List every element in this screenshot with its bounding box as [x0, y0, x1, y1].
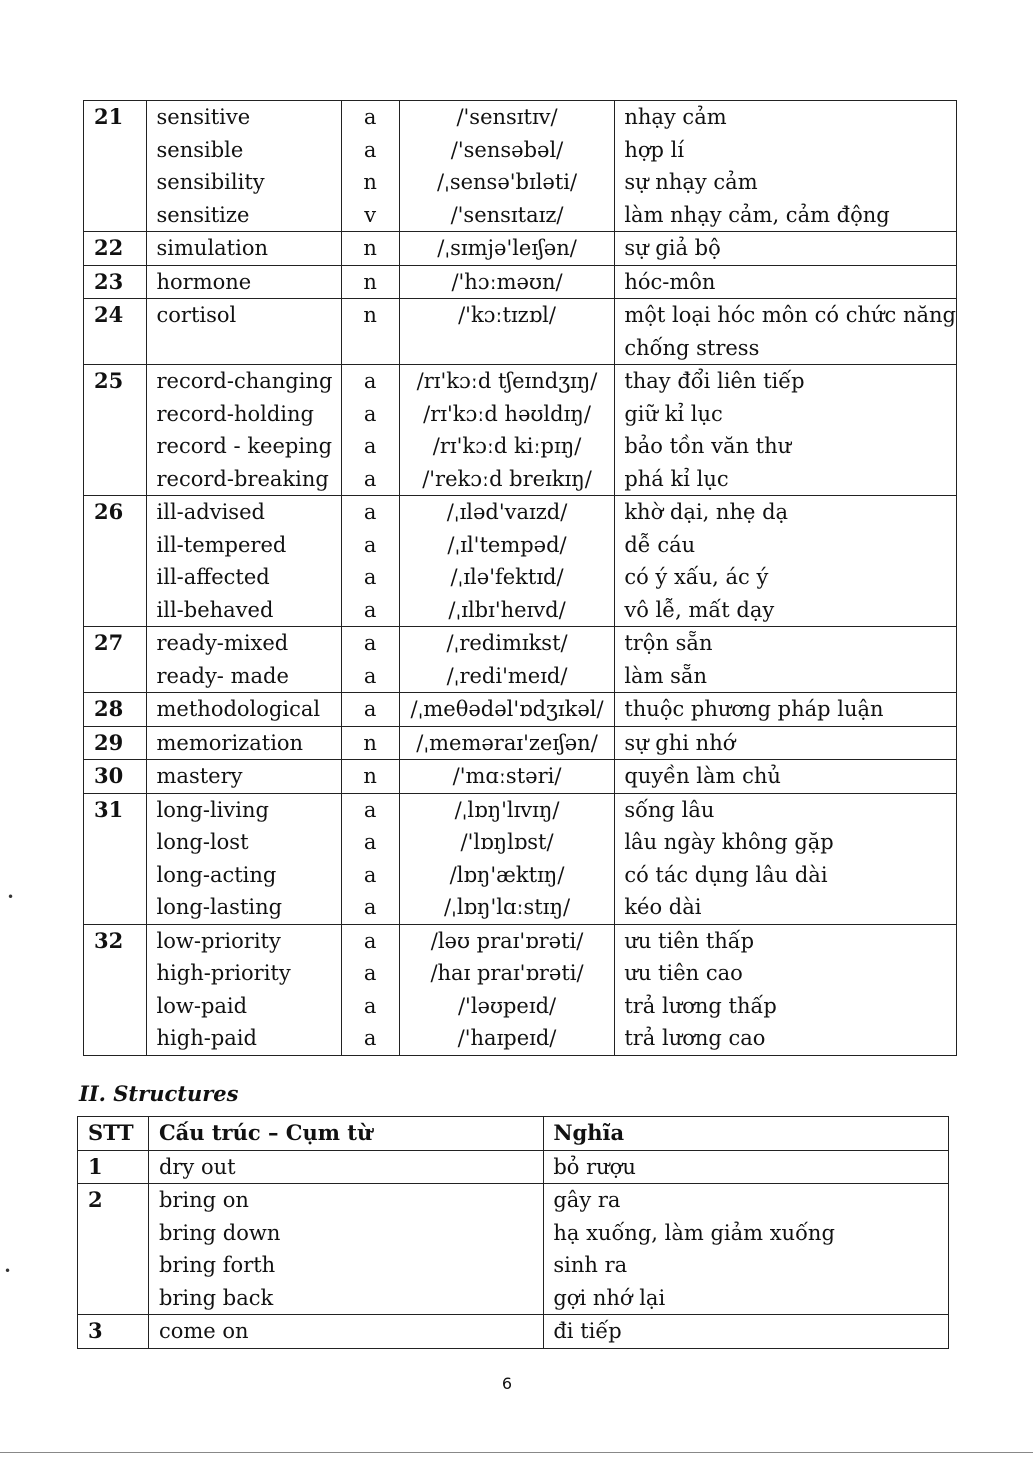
structure-phrase-line: bring on [158, 1188, 249, 1212]
vocab-number-line: 27 [94, 630, 124, 655]
vocab-row [84, 760, 957, 794]
vocab-meaning-line: làm nhạy cảm, cảm động [624, 202, 890, 227]
vocab-type [341, 924, 399, 1055]
vocab-type [341, 365, 399, 496]
vocab-row [84, 726, 957, 760]
vocab-type [341, 726, 399, 760]
structures-header-row [78, 1117, 949, 1151]
vocab-meaning-line: quyền làm chủ [624, 764, 781, 788]
vocab-type-line: n [363, 303, 377, 327]
vocab-number [84, 232, 147, 266]
vocab-ipa [399, 232, 615, 266]
vocab-row [84, 924, 957, 1055]
vocab-ipa-line: /ˌɪləd'vaɪzd/ [446, 500, 568, 524]
vocab-type-line: n [363, 730, 377, 755]
vocab-ipa-line: /haɪ praɪ'ɒrəti/ [430, 961, 584, 985]
vocab-ipa [399, 726, 615, 760]
vocab-word-line: high-paid [156, 1026, 257, 1050]
vocab-ipa-line: /'kɔːtɪzɒl/ [458, 303, 556, 327]
vocab-type-line: a [363, 862, 377, 887]
vocab-row [84, 299, 957, 365]
vocab-meaning-line: một loại hóc môn có chức năng [624, 303, 956, 327]
structure-meaning-line: đi tiếp [553, 1319, 622, 1343]
vocab-type-line: a [363, 597, 377, 622]
vocab-ipa-line: /ˌɪlbɪ'heɪvd/ [448, 597, 566, 622]
vocab-meaning [615, 265, 957, 299]
vocab-type-line: a [363, 137, 377, 162]
vocab-word [146, 265, 341, 299]
vocab-word-line: cortisol [156, 303, 237, 327]
structure-meaning [544, 1315, 949, 1349]
vocab-meaning-line: khờ dại, nhẹ dạ [624, 500, 789, 524]
structure-row [78, 1150, 949, 1184]
vocab-number-line: 26 [94, 499, 124, 524]
vocab-number [84, 693, 147, 727]
vocab-word [146, 726, 341, 760]
vocab-type [341, 232, 399, 266]
vocab-meaning-line: sự nhạy cảm [624, 170, 758, 194]
vocab-type-line: n [363, 764, 377, 788]
vocab-word-line: low-priority [156, 928, 281, 953]
vocab-ipa [399, 365, 615, 496]
vocab-meaning-line: ưu tiên thấp [624, 928, 755, 953]
vocab-type-line: a [363, 434, 377, 458]
vocab-word-line: sensible [156, 137, 244, 162]
vocab-word-line: hormone [156, 269, 252, 294]
vocab-number [84, 627, 147, 693]
vocab-word-line: sensibility [156, 170, 265, 194]
vocab-number [84, 101, 147, 232]
vocab-meaning-line: có ý xấu, ác ý [624, 565, 769, 589]
vocab-word [146, 760, 341, 794]
vocab-row [84, 496, 957, 627]
vocab-word [146, 365, 341, 496]
vocab-ipa-line: /rɪ'kɔːd həʊldɪŋ/ [423, 401, 591, 426]
vocab-meaning-line: ưu tiên cao [624, 961, 743, 985]
vocab-ipa-line: /'hɔːməʊn/ [451, 269, 563, 294]
vocab-row [84, 693, 957, 727]
vocab-meaning-line: phá kỉ lục [624, 466, 729, 491]
vocab-row [84, 101, 957, 232]
vocab-number [84, 299, 147, 365]
vocab-ipa-line: /ˌredimɪkst/ [446, 631, 568, 655]
vocab-type-line: n [363, 236, 377, 260]
vocab-type [341, 693, 399, 727]
structure-row [78, 1184, 949, 1315]
structures-table [77, 1116, 949, 1349]
vocab-meaning-line: dễ cáu [624, 532, 696, 557]
vocab-ipa-line: /ˌlɒŋ'lɑːstɪŋ/ [443, 895, 571, 919]
structure-number-line: 3 [88, 1318, 103, 1343]
vocab-row [84, 365, 957, 496]
vocab-word-line: ill-advised [156, 500, 265, 524]
vocab-ipa-line: /ləʊ praɪ'ɒrəti/ [430, 928, 584, 953]
structure-row [78, 1315, 949, 1349]
vocab-word-line: long-living [156, 797, 269, 822]
vocab-type-line: a [363, 466, 377, 491]
vocab-ipa-line: /ˌmeθədəl'ɒdʒɪkəl/ [410, 697, 604, 721]
scan-speck: • [4, 1264, 12, 1278]
vocab-ipa [399, 627, 615, 693]
structure-meaning-line: gợi nhớ lại [553, 1285, 666, 1310]
vocab-type-line: a [363, 1026, 377, 1050]
vocab-ipa-line: /ˌsɪmjə'leɪʃən/ [437, 236, 577, 260]
vocab-ipa [399, 924, 615, 1055]
vocab-number [84, 726, 147, 760]
vocab-ipa-line: /'sensɪtaɪz/ [450, 202, 564, 227]
vocab-number [84, 496, 147, 627]
vocab-type-line: a [363, 697, 377, 721]
structure-number [78, 1315, 149, 1349]
vocab-meaning-line: làm sẵn [624, 663, 707, 688]
vocab-meaning [615, 627, 957, 693]
vocab-ipa-line: /'ləʊpeɪd/ [457, 993, 557, 1018]
vocab-number-line: 23 [94, 268, 124, 294]
vocab-word [146, 101, 341, 232]
vocab-ipa [399, 693, 615, 727]
vocab-word-line: record-holding [156, 401, 314, 426]
vocab-ipa-line: /ˌɪl'tempəd/ [447, 532, 567, 557]
vocab-number-line: 25 [94, 368, 124, 393]
vocab-type [341, 496, 399, 627]
vocab-meaning-line: hóc-môn [624, 269, 716, 294]
structure-meaning [544, 1184, 949, 1315]
vocab-number [84, 760, 147, 794]
bottom-rule [0, 1452, 1033, 1453]
vocab-meaning [615, 232, 957, 266]
vocab-word-line: ill-behaved [156, 597, 274, 622]
vocab-word [146, 232, 341, 266]
scan-speck: • [7, 890, 15, 904]
vocab-meaning-line: thuộc phương pháp luận [624, 697, 884, 721]
vocab-type [341, 760, 399, 794]
vocab-meaning-line: sự ghi nhớ [624, 730, 736, 755]
vocab-number-line: 21 [94, 104, 124, 129]
vocab-word-line: ill-affected [156, 565, 270, 589]
vocab-type-line: a [363, 663, 377, 688]
vocab-meaning-line: sống lâu [624, 797, 715, 822]
vocab-meaning-line: thay đổi liên tiếp [624, 369, 805, 393]
vocab-ipa-line: /'rekɔːd breɪkɪŋ/ [422, 466, 592, 491]
vocab-type-line: a [363, 401, 377, 426]
structure-meaning-line: hạ xuống, làm giảm xuống [553, 1220, 835, 1245]
vocab-meaning-line: bảo tồn văn thư [624, 434, 792, 458]
vocab-ipa [399, 760, 615, 794]
vocab-meaning-line: có tác dụng lâu dài [624, 862, 828, 887]
vocab-type-line: a [363, 830, 377, 854]
vocab-meaning-line: hợp lí [624, 137, 685, 162]
vocab-ipa-line: /ˌɪlə'fektɪd/ [450, 565, 564, 589]
vocab-row [84, 793, 957, 924]
vocab-word-line: mastery [156, 764, 243, 788]
vocab-number-line: 30 [94, 763, 124, 788]
vocab-ipa-line: /'sensɪtɪv/ [456, 105, 558, 129]
vocab-word-line: low-paid [156, 993, 248, 1018]
vocab-ipa-line: /ˌsensə'bɪləti/ [436, 170, 578, 194]
vocab-word-line: methodological [156, 697, 321, 721]
vocab-meaning-line: trả lương thấp [624, 993, 777, 1018]
structure-meaning-line: sinh ra [553, 1253, 628, 1277]
structure-meaning-line: bỏ rượu [553, 1154, 636, 1179]
vocab-type-line: a [363, 895, 377, 919]
vocab-meaning [615, 793, 957, 924]
vocab-number [84, 793, 147, 924]
vocab-meaning [615, 299, 957, 365]
vocab-row [84, 627, 957, 693]
structure-meaning [544, 1150, 949, 1184]
vocab-meaning-line: trả lương cao [624, 1026, 766, 1050]
vocab-word-line: sensitize [156, 202, 250, 227]
structure-meaning-line: gây ra [553, 1188, 621, 1212]
vocab-ipa-line: /rɪ'kɔːd tʃeɪndʒɪŋ/ [416, 369, 598, 393]
vocab-type-line: a [363, 500, 377, 524]
vocab-word-line: high-priority [156, 961, 291, 985]
vocab-word-line: long-acting [156, 862, 277, 887]
vocab-type-line: n [363, 170, 377, 194]
vocab-ipa [399, 299, 615, 365]
vocab-word [146, 924, 341, 1055]
vocab-type-line: a [363, 961, 377, 985]
vocab-meaning-line: trộn sẵn [624, 631, 713, 655]
vocab-ipa [399, 793, 615, 924]
vocab-ipa-line: /ˌredi'meɪd/ [446, 663, 568, 688]
vocab-meaning [615, 101, 957, 232]
vocab-ipa-line: /'mɑːstəri/ [452, 764, 562, 788]
vocab-type [341, 627, 399, 693]
vocab-ipa-line: /lɒŋ'æktɪŋ/ [449, 862, 565, 887]
structure-number-line: 2 [88, 1187, 103, 1212]
structure-phrase [148, 1150, 543, 1184]
vocabulary-table [83, 100, 957, 1056]
vocab-number [84, 265, 147, 299]
vocab-meaning-line: nhạy cảm [624, 105, 727, 129]
page-number: 6 [501, 1374, 513, 1393]
vocab-type-line: a [363, 631, 377, 655]
structure-phrase-line: dry out [158, 1154, 236, 1179]
vocab-word-line: record-changing [156, 369, 333, 393]
vocab-meaning-line: giữ kỉ lục [624, 401, 723, 426]
structure-phrase-line: come on [158, 1319, 249, 1343]
vocab-number-line: 32 [94, 927, 124, 953]
structure-phrase-line: bring forth [158, 1253, 276, 1277]
vocab-word [146, 496, 341, 627]
vocab-meaning [615, 496, 957, 627]
vocab-number-line: 29 [94, 729, 124, 755]
vocab-word-line: record - keeping [156, 434, 333, 458]
vocab-meaning [615, 726, 957, 760]
vocab-meaning-line: sự giả bộ [624, 236, 721, 260]
vocab-meaning-line: lâu ngày không gặp [624, 830, 834, 854]
vocab-type-line: a [363, 369, 377, 393]
vocab-ipa-line: /'haɪpeɪd/ [457, 1026, 557, 1050]
vocab-number-line: 28 [94, 696, 124, 721]
vocab-meaning [615, 760, 957, 794]
vocab-type-line: a [363, 928, 377, 953]
vocab-number-line: 24 [94, 302, 124, 327]
vocab-meaning-line: kéo dài [624, 895, 702, 919]
vocab-meaning-line: vô lễ, mất dạy [624, 597, 775, 622]
vocab-type-line: a [363, 565, 377, 589]
vocab-type [341, 299, 399, 365]
vocab-type-line: a [363, 993, 377, 1018]
header-meaning: Nghĩa [553, 1120, 625, 1145]
vocab-ipa-line: /'lɒŋlɒst/ [460, 830, 554, 854]
vocab-ipa-line: /ˌmemərаɪ'zeɪʃən/ [416, 730, 598, 755]
vocab-type-line: a [363, 105, 377, 129]
structures-heading: II. Structures [79, 1081, 239, 1106]
vocab-meaning [615, 693, 957, 727]
vocab-word-line: sensitive [156, 105, 251, 129]
vocab-word-line: simulation [156, 236, 269, 260]
vocab-word-line: long-lasting [156, 895, 283, 919]
vocab-type [341, 265, 399, 299]
vocab-ipa-line: /'sensəbəl/ [450, 137, 564, 162]
structure-phrase [148, 1184, 543, 1315]
structure-number [78, 1184, 149, 1315]
structure-number [78, 1150, 149, 1184]
vocab-row [84, 232, 957, 266]
vocab-type [341, 793, 399, 924]
vocab-meaning-line: chống stress [624, 335, 760, 360]
vocab-ipa [399, 265, 615, 299]
vocab-number [84, 365, 147, 496]
structure-phrase-line: bring back [158, 1285, 274, 1310]
vocab-word-line: ready- made [156, 663, 289, 688]
structure-phrase-line: bring down [158, 1220, 281, 1245]
vocab-meaning [615, 365, 957, 496]
header-stt: STT [88, 1120, 134, 1145]
vocab-word [146, 299, 341, 365]
vocab-type-line: n [363, 269, 377, 294]
vocab-row [84, 265, 957, 299]
vocab-ipa-line: /ˌlɒŋ'lɪvɪŋ/ [454, 797, 560, 822]
vocab-word-line: record-breaking [156, 466, 329, 491]
vocab-word-line: memorization [156, 730, 304, 755]
vocab-type-line: v [364, 202, 377, 227]
vocab-number [84, 924, 147, 1055]
vocab-ipa [399, 496, 615, 627]
vocab-number-line: 31 [94, 796, 124, 822]
vocab-ipa [399, 101, 615, 232]
vocab-word [146, 793, 341, 924]
vocab-word-line: ill-tempered [156, 532, 287, 557]
structure-number-line: 1 [88, 1153, 103, 1179]
structure-phrase [148, 1315, 543, 1349]
vocab-type-line: a [363, 797, 377, 822]
vocab-ipa-line: /rɪ'kɔːd kiːpɪŋ/ [432, 434, 582, 458]
vocab-type-line: a [363, 532, 377, 557]
vocab-word-line: ready-mixed [156, 631, 289, 655]
vocab-word [146, 627, 341, 693]
vocab-meaning [615, 924, 957, 1055]
vocab-word [146, 693, 341, 727]
vocab-number-line: 22 [94, 235, 124, 260]
vocab-word-line: long-lost [156, 830, 249, 854]
vocab-type [341, 101, 399, 232]
header-phrase: Cấu trúc – Cụm từ [158, 1120, 373, 1145]
